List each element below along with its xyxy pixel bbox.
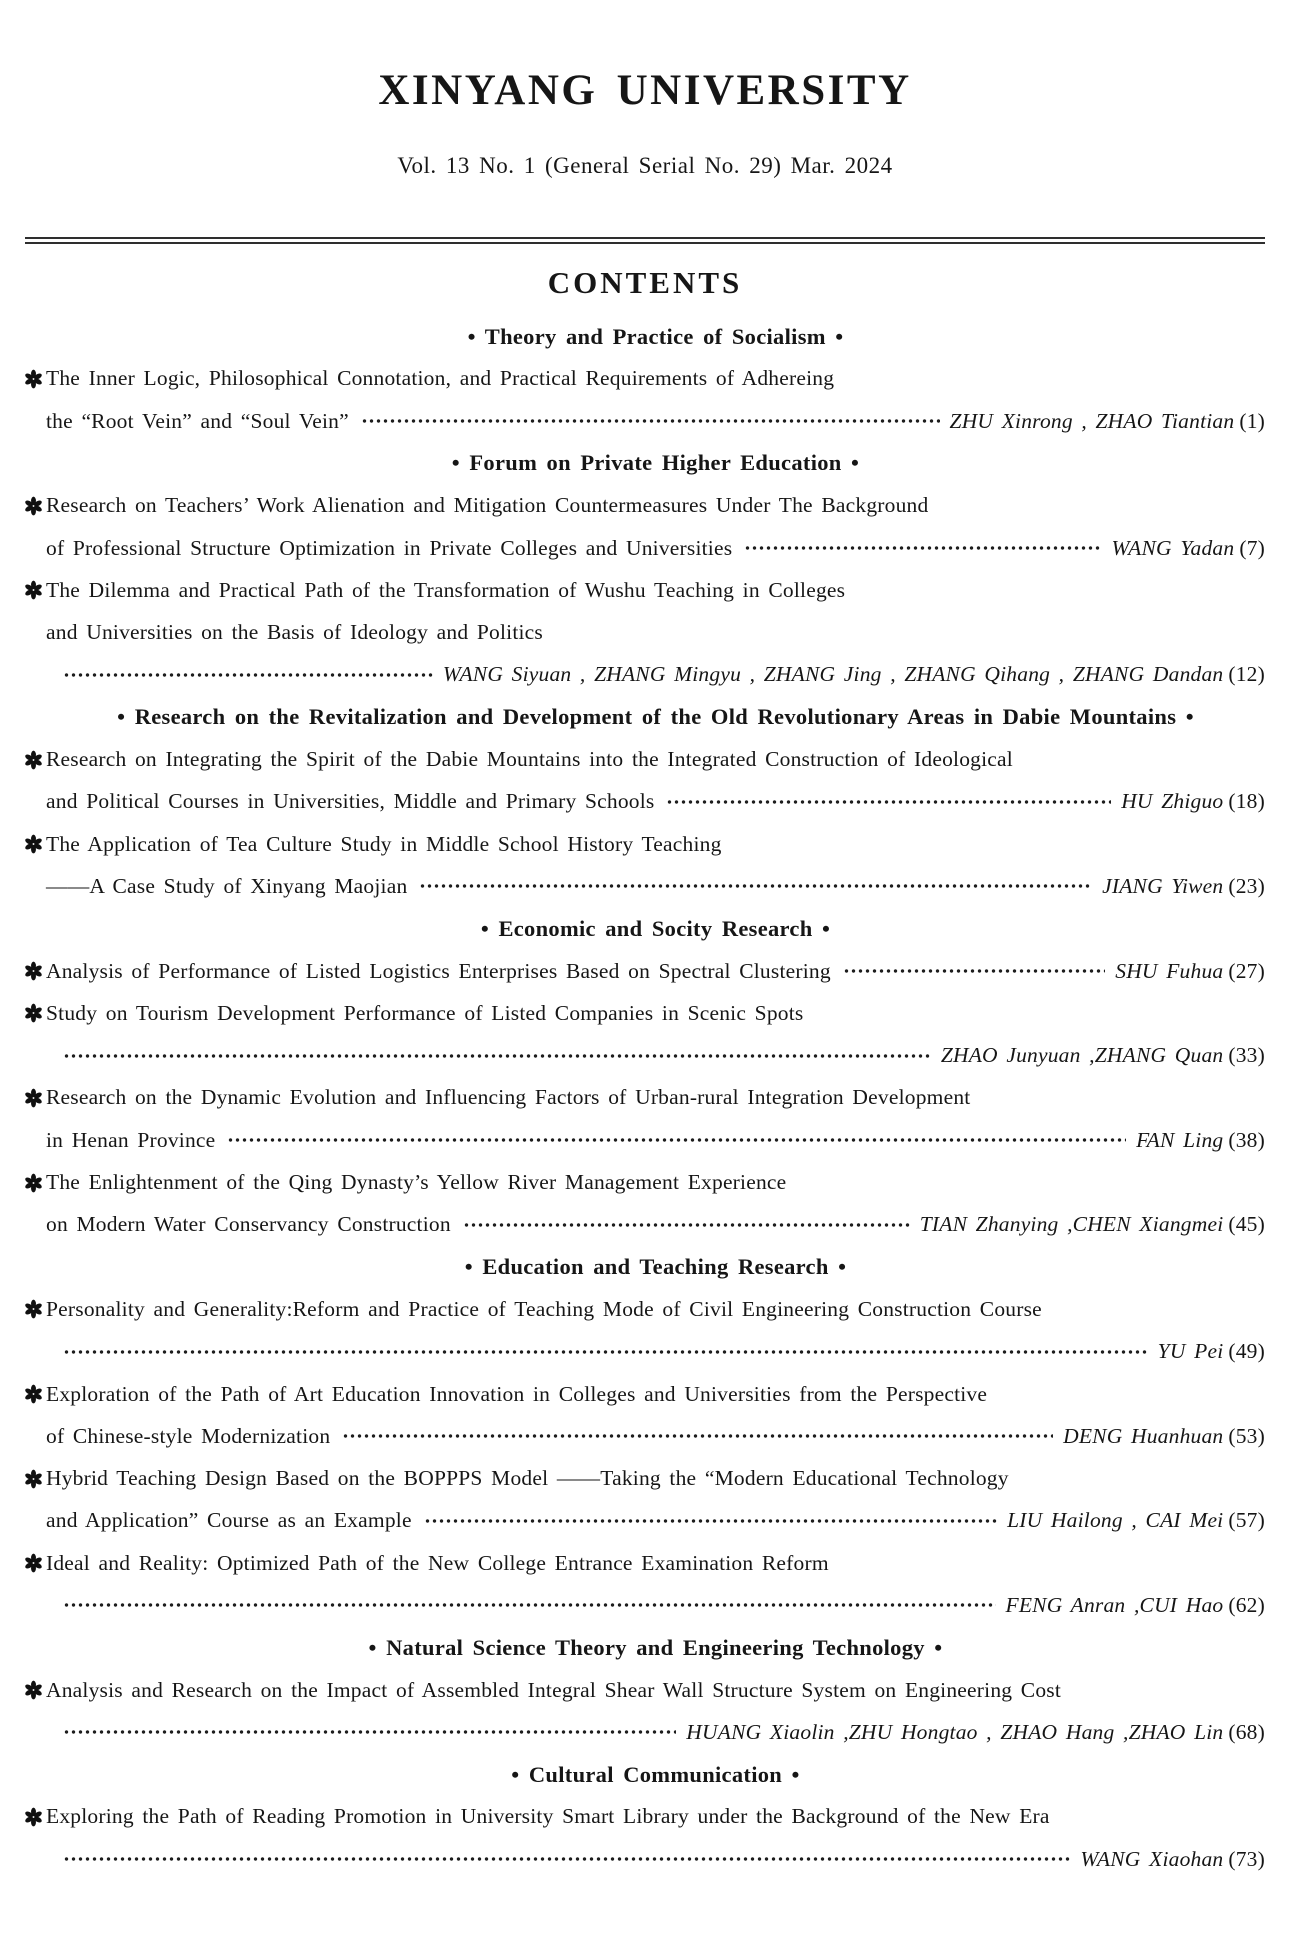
- table-of-contents: [0, 315, 1290, 1880]
- section-heading-economic-and-socity-research: [46, 908, 1265, 950]
- entry-title-text: Research on the Dynamic Evolution and Influencing Factors of Urban-rural Integration Development: [46, 1085, 971, 1110]
- entry-title-text: in Henan Province: [46, 1127, 216, 1152]
- entry-page-number: (27): [1228, 958, 1265, 983]
- entry-authors: WANG Siyuan , ZHANG Mingyu , ZHANG Jing , ZHANG Qihang , ZHANG Dandan: [442, 662, 1224, 687]
- toc-entry-line: [46, 738, 1265, 780]
- entry-authors: HU Zhiguo: [1121, 789, 1224, 814]
- section-heading-forum-on-private-higher-education: [46, 442, 1265, 484]
- entry-title-text: of Professional Structure Optimization in Private Colleges and Universities: [46, 535, 733, 560]
- section-heading-label: • Research on the Revitalization and Development of the Old Revolutionary Areas in Dabie Mountains •: [117, 704, 1194, 730]
- entry-page-number: (68): [1228, 1719, 1265, 1744]
- toc-entry-line: [46, 1415, 1265, 1457]
- toc-entry-line: [46, 1500, 1265, 1542]
- toc-entry-line: [46, 950, 1265, 992]
- section-heading-label: • Education and Teaching Research •: [464, 1254, 847, 1280]
- toc-entry-line: [46, 823, 1265, 865]
- section-heading-label: • Cultural Communication •: [511, 1761, 800, 1787]
- journal-title: XINYANG UNIVERSITY: [378, 67, 912, 114]
- dot-leader: [424, 1500, 997, 1542]
- dot-leader: [744, 527, 1101, 569]
- flower-asterisk-icon: [24, 962, 43, 981]
- entry-title-text: and Political Courses in Universities, Middle and Primary Schools: [46, 789, 655, 814]
- dot-leader: [63, 1331, 1148, 1373]
- toc-entry-line: [46, 569, 1265, 611]
- flower-asterisk-icon: [24, 1173, 43, 1192]
- entry-title-text: Research on Integrating the Spirit of the Dabie Mountains into the Integrated Construction of Ideological: [46, 747, 1013, 772]
- toc-entry-line: [46, 1796, 1265, 1838]
- entry-title-text: Analysis and Research on the Impact of Assembled Integral Shear Wall Structure System on Engineering Cost: [46, 1677, 1062, 1702]
- toc-entry-line: [46, 1542, 1265, 1584]
- flower-asterisk-icon: [24, 1300, 43, 1319]
- dot-leader: [843, 950, 1105, 992]
- section-heading-natural-science-and-engineering: [46, 1627, 1265, 1669]
- entry-title-text: The Application of Tea Culture Study in Middle School History Teaching: [46, 831, 722, 856]
- entry-page-number: (7): [1239, 535, 1265, 560]
- flower-asterisk-icon: [24, 835, 43, 854]
- entry-title-text: and Universities on the Basis of Ideology and Politics: [46, 620, 543, 645]
- section-heading-cultural-communication: [46, 1754, 1265, 1796]
- entry-page-number: (49): [1228, 1339, 1265, 1364]
- toc-entry-line: [46, 527, 1265, 569]
- entry-page-number: (18): [1228, 789, 1265, 814]
- toc-entry-line: [46, 1711, 1265, 1753]
- entry-page-number: (1): [1239, 408, 1265, 433]
- flower-asterisk-icon: [24, 1385, 43, 1404]
- entry-page-number: (38): [1228, 1127, 1265, 1152]
- entry-page-number: (45): [1228, 1212, 1265, 1237]
- entry-authors: FENG Anran ,CUI Hao: [1005, 1592, 1224, 1617]
- flower-asterisk-icon: [24, 1681, 43, 1700]
- dot-leader: [342, 1415, 1053, 1457]
- section-heading-education-and-teaching-research: [46, 1246, 1265, 1288]
- entry-authors: ZHAO Junyuan ,ZHANG Quan: [940, 1043, 1224, 1068]
- entry-title-text: on Modern Water Conservancy Construction: [46, 1212, 451, 1237]
- contents-heading: CONTENTS: [547, 265, 743, 301]
- entry-authors: WANG Yadan: [1111, 535, 1235, 560]
- dot-leader: [227, 1119, 1126, 1161]
- toc-entry-line: [46, 1457, 1265, 1499]
- entry-authors: JIANG Yiwen: [1102, 873, 1224, 898]
- toc-entry-line: [46, 1204, 1265, 1246]
- toc-entry-line: [46, 1331, 1265, 1373]
- entry-authors: ZHU Xinrong , ZHAO Tiantian: [949, 408, 1235, 433]
- entry-page-number: (62): [1228, 1592, 1265, 1617]
- flower-asterisk-icon: [24, 1088, 43, 1107]
- entry-title-text: the “Root Vein” and “Soul Vein”: [46, 408, 349, 433]
- dot-leader: [666, 781, 1111, 823]
- dot-leader: [63, 1711, 676, 1753]
- entry-title-text: Study on Tourism Development Performance of Listed Companies in Scenic Spots: [46, 1000, 804, 1025]
- section-heading-label: • Forum on Private Higher Education •: [451, 450, 860, 476]
- entry-authors: YU Pei: [1157, 1339, 1224, 1364]
- toc-entry-line: [46, 992, 1265, 1034]
- entry-title-text: The Dilemma and Practical Path of the Transformation of Wushu Teaching in Colleges: [46, 577, 846, 602]
- entry-title-text: and Application” Course as an Example: [46, 1508, 412, 1533]
- entry-title-text: Analysis of Performance of Listed Logistics Enterprises Based on Spectral Clustering: [46, 958, 831, 983]
- toc-entry-line: [46, 1119, 1265, 1161]
- toc-entry-line: [46, 358, 1265, 400]
- entry-authors: HUANG Xiaolin ,ZHU Hongtao , ZHAO Hang ,ZHAO Lin: [686, 1719, 1224, 1744]
- section-heading-dabie-mountains-research: [46, 696, 1265, 738]
- dot-leader: [63, 1584, 996, 1626]
- entry-authors: LIU Hailong , CAI Mei: [1007, 1508, 1224, 1533]
- toc-entry-line: [46, 654, 1265, 696]
- entry-page-number: (73): [1228, 1846, 1265, 1871]
- toc-entry-line: [46, 1373, 1265, 1415]
- toc-entry-line: [46, 865, 1265, 907]
- entry-title-text: ——A Case Study of Xinyang Maojian: [46, 873, 408, 898]
- dot-leader: [63, 1034, 931, 1076]
- section-heading-theory-and-practice-of-socialism: [46, 315, 1265, 357]
- toc-entry-line: [46, 781, 1265, 823]
- entry-title-text: The Inner Logic, Philosophical Connotation, and Practical Requirements of Adhereing: [46, 366, 835, 391]
- toc-entry-line: [46, 1034, 1265, 1076]
- dot-leader: [419, 865, 1092, 907]
- dot-leader: [463, 1204, 910, 1246]
- entry-title-text: Personality and Generality:Reform and Practice of Teaching Mode of Civil Engineering Construction Course: [46, 1296, 1042, 1321]
- flower-asterisk-icon: [24, 1807, 43, 1826]
- flower-asterisk-icon: [24, 1004, 43, 1023]
- entry-page-number: (33): [1228, 1043, 1265, 1068]
- section-heading-label: • Economic and Socity Research •: [480, 915, 831, 941]
- flower-asterisk-icon: [24, 496, 43, 515]
- issue-line: Vol. 13 No. 1 (General Serial No. 29) Mar. 2024: [397, 153, 893, 179]
- flower-asterisk-icon: [24, 1469, 43, 1488]
- entry-title-text: Research on Teachers’ Work Alienation and Mitigation Countermeasures Under The Background: [46, 493, 929, 518]
- entry-authors: FAN Ling: [1136, 1127, 1224, 1152]
- entry-title-text: Exploring the Path of Reading Promotion in University Smart Library under the Background of the New Era: [46, 1804, 1050, 1829]
- entry-authors: DENG Huanhuan: [1063, 1423, 1224, 1448]
- toc-entry-line: [46, 485, 1265, 527]
- toc-entry-line: [46, 400, 1265, 442]
- entry-page-number: (12): [1228, 662, 1265, 687]
- flower-asterisk-icon: [24, 581, 43, 600]
- entry-title-text: The Enlightenment of the Qing Dynasty’s Yellow River Management Experience: [46, 1170, 787, 1195]
- entry-page-number: (23): [1228, 873, 1265, 898]
- section-heading-label: • Theory and Practice of Socialism •: [467, 323, 844, 349]
- entry-title-text: Hybrid Teaching Design Based on the BOPPPS Model ——Taking the “Modern Educational Technology: [46, 1466, 1009, 1491]
- entry-authors: SHU Fuhua: [1115, 958, 1224, 983]
- toc-entry-line: [46, 612, 1265, 654]
- toc-entry-line: [46, 1669, 1265, 1711]
- page-header: [0, 0, 1290, 301]
- dot-leader: [63, 1838, 1070, 1880]
- flower-asterisk-icon: [24, 369, 43, 388]
- entry-authors: WANG Xiaohan: [1080, 1846, 1224, 1871]
- toc-entry-line: [46, 1161, 1265, 1203]
- section-heading-label: • Natural Science Theory and Engineering Technology •: [368, 1634, 943, 1660]
- dot-leader: [63, 654, 433, 696]
- dot-leader: [361, 400, 940, 442]
- entry-authors: TIAN Zhanying ,CHEN Xiangmei: [919, 1212, 1224, 1237]
- entry-page-number: (53): [1228, 1423, 1265, 1448]
- flower-asterisk-icon: [24, 750, 43, 769]
- toc-entry-line: [46, 1288, 1265, 1330]
- toc-entry-line: [46, 1077, 1265, 1119]
- toc-entry-line: [46, 1838, 1265, 1880]
- entry-title-text: Ideal and Reality: Optimized Path of the New College Entrance Examination Reform: [46, 1550, 829, 1575]
- entry-title-text: Exploration of the Path of Art Education Innovation in Colleges and Universities from the Perspective: [46, 1381, 988, 1406]
- entry-page-number: (57): [1228, 1508, 1265, 1533]
- entry-title-text: of Chinese-style Modernization: [46, 1423, 331, 1448]
- flower-asterisk-icon: [24, 1554, 43, 1573]
- toc-entry-line: [46, 1584, 1265, 1626]
- double-rule: [25, 237, 1265, 244]
